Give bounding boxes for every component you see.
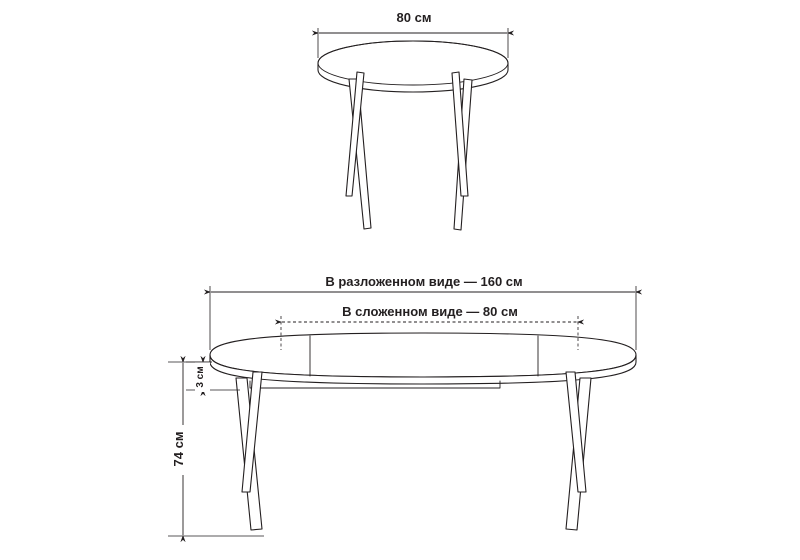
oval-table-drawing [210, 333, 636, 530]
dimension-label-folded: В сложенном виде — 80 см [342, 304, 518, 319]
dimension-label-height: 74 см [171, 431, 186, 467]
dimension-label-diameter: 80 см [396, 10, 432, 25]
round-table-drawing [318, 41, 508, 230]
oval-tabletop-top-face [210, 333, 636, 377]
dimension-label-thickness: 3 см [195, 366, 206, 388]
round-tabletop-edge [318, 63, 508, 92]
dimension-label-unfolded: В разложенном виде — 160 см [325, 274, 523, 289]
